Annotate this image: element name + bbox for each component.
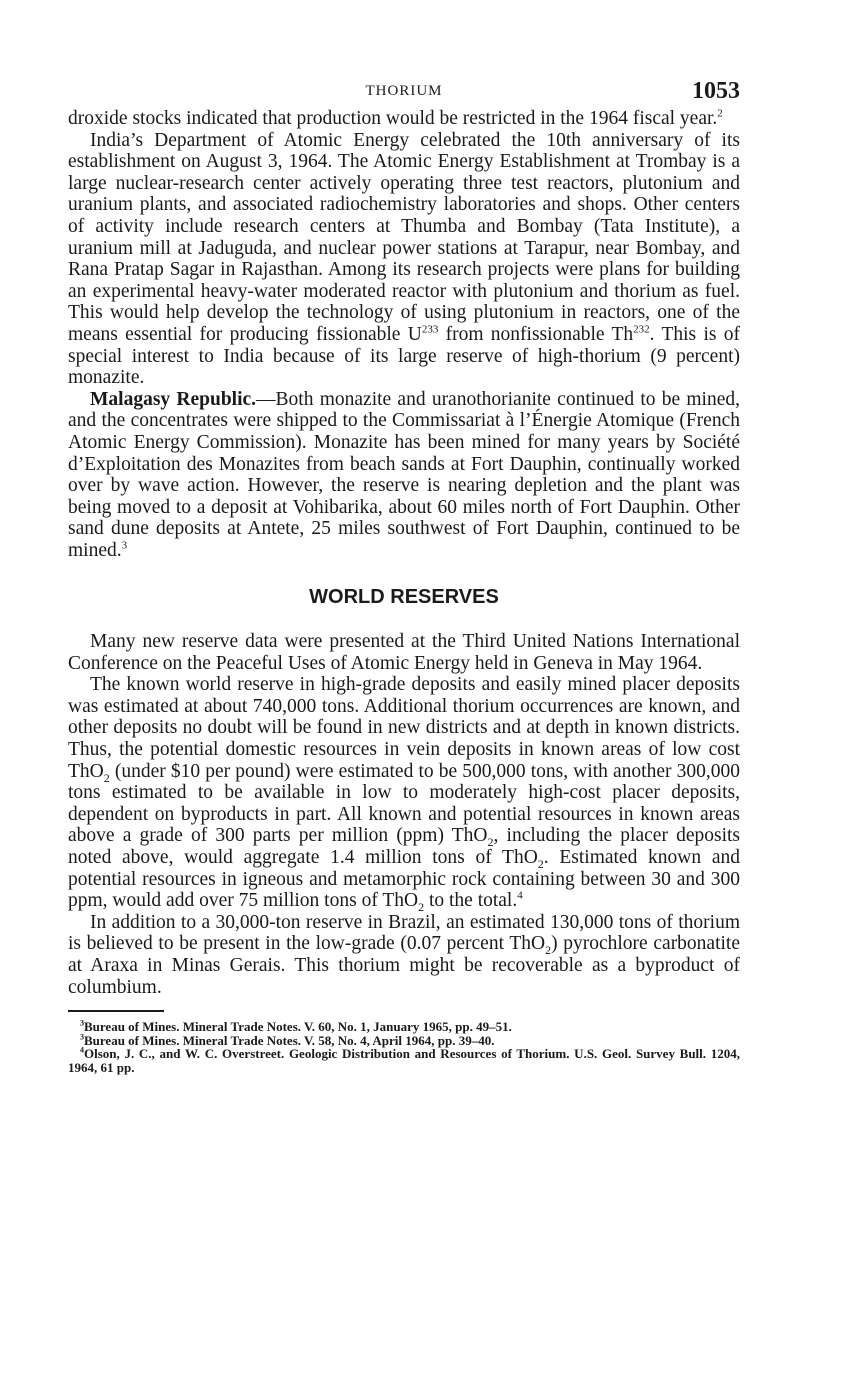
paragraph-text: . Estimated known and potential resources in igneous and metamorphic rock containing between 30 and 300 ppm, would add over 75 million tons of ThO <box>68 847 740 912</box>
footnote-text: Olson, J. C., and W. C. Overstreet. Geologic Distribution and Resources of Thorium. U.S. Geol. Survey Bull. 1204, 1964, 61 pp. <box>68 1046 740 1075</box>
footnotes <box>68 1020 740 1074</box>
paragraph-text: The known world reserve in high-grade deposits and easily mined placer deposits was estimated at about 740,000 tons. Additional thorium occurrences are known, and other deposits no doubt will be found in new districts and at depth in known districts. Thus, the potential domestic resources in vein deposits in known areas of low cost ThO <box>68 674 740 782</box>
footnote-rule <box>68 1010 164 1012</box>
page-number: 1053 <box>692 78 740 104</box>
isotope-mass: 233 <box>421 323 439 336</box>
footnote <box>68 1047 740 1074</box>
paragraph-text: . This is of special interest to India because of its large reserve of high-thorium (9 percent) monazite. <box>68 323 740 389</box>
footnote-text: Bureau of Mines. Mineral Trade Notes. V. 60, No. 1, January 1965, pp. 49–51. <box>84 1019 512 1035</box>
isotope-mass: 232 <box>633 323 650 336</box>
chemical-subscript: 2 <box>545 943 552 958</box>
chemical-subscript: 2 <box>487 835 494 850</box>
footnote-mark: 3 <box>80 1018 84 1028</box>
footnote-mark: 4 <box>80 1045 84 1055</box>
running-head <box>68 78 740 108</box>
running-title: THORIUM <box>365 83 443 99</box>
footnote-ref: 2 <box>717 107 723 120</box>
section-heading: WORLD RESERVES <box>309 586 499 609</box>
paragraph-text: to the total. <box>424 890 518 912</box>
paragraph-world-reserve <box>68 674 740 915</box>
paragraph-text: Many new reserve data were presented at the Third United Nations International Conference on the Peaceful Uses of Atomic Energy held in Geneva in May 1964. <box>68 631 740 674</box>
chemical-subscript: 2 <box>418 900 425 915</box>
paragraph-text: droxide stocks indicated that production would be restricted in the 1964 fiscal year. <box>68 108 718 129</box>
paragraph-malagasy <box>68 389 740 562</box>
paragraph-text: India’s Department of Atomic Energy celebrated the 10th anniversary of its establishment on August 3, 1964. The Atomic Energy Establishment at Trombay is a large nuclear-research center actively operating three test reactors, plutonium and uranium plants, and associated radiochemistry laboratories and shops. Other centers of activity include research centers at Thumba and Bombay (Tata Institute), a uranium mill at Jaduguda, and nuclear power stations at Tarapur, near Bombay, and Rana Pratap Sagar in Rajasthan. Among its research projects were plans for building an experimental heavy-water moderated reactor with plutonium and thorium as fuel. This would help develop the technology of using plutonium in reactors, one of the means essential for producing fissionable U <box>68 129 740 345</box>
run-in-heading: Malagasy Republic. <box>90 388 257 410</box>
paragraph-brazil <box>68 912 740 998</box>
paragraph-text: from nonfissionable Th <box>438 323 634 345</box>
chemical-subscript: 2 <box>537 856 544 871</box>
paragraph-text: —Both monazite and uranothorianite continued to be mined, and the concentrates were shipped to the Commissariat à l’Énergie Atomique (French Atomic Energy Commission). Monazite has been mined for many years by Société d’Exploitation des Monazites from beach sands at Fort Dauphin, continually worked over by wave action. However, the reserve is nearing depletion and the plant was being moved to a deposit at Vohibarika, about 60 miles north of Fort Dauphin. Other sand dune deposits at Antete, 25 miles southwest of Fort Dauphin, continued to be mined. <box>68 388 740 561</box>
document-page <box>68 78 740 1074</box>
footnote-mark: 3 <box>80 1032 84 1042</box>
paragraph-text: ) pyrochlore carbonatite at Araxa in Minas Gerais. This thorium might be recoverable as a byproduct of columbium. <box>68 933 740 998</box>
body-text <box>68 108 740 998</box>
footnote-ref: 4 <box>517 889 523 902</box>
paragraph-india <box>68 130 740 389</box>
paragraph-conference <box>68 631 740 674</box>
paragraph-text: (under $10 per pound) were estimated to be 500,000 tons, with another 300,000 tons estimated to be available in low to moderately high-cost placer deposits, dependent on byproducts in part. All known and potential resources in known areas above a grade of 300 parts per million (ppm) ThO <box>68 760 740 847</box>
paragraph-continued <box>68 108 740 130</box>
footnote-ref: 3 <box>121 539 128 552</box>
footnote-text: Bureau of Mines. Mineral Trade Notes. V. 58, No. 4, April 1964, pp. 39–40. <box>84 1032 495 1048</box>
footnote <box>68 1020 740 1034</box>
chemical-subscript: 2 <box>103 770 110 785</box>
paragraph-text: , including the placer deposits noted above, would aggregate 1.4 million tons of ThO <box>68 825 740 868</box>
paragraph-text: In addition to a 30,000-ton reserve in Brazil, an estimated 130,000 tons of thorium is believed to be present in the low-grade (0.07 percent ThO <box>68 911 740 955</box>
